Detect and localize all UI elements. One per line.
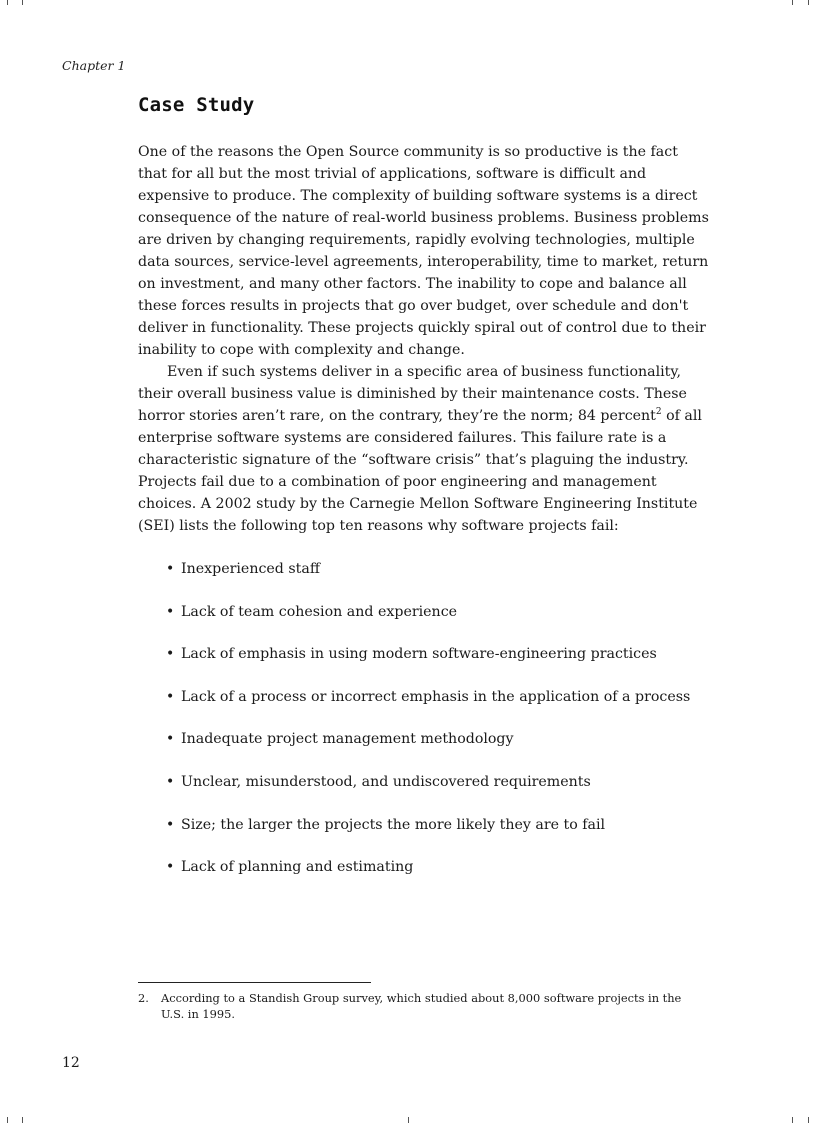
bullet-icon: • — [166, 859, 175, 876]
paragraph-2-end: of all enterprise software systems are considered failures. This failure rate is a characteristic signature of the “software crisis” that’s plaguing the industry. Projects fail due to a combination of poor engineering and management choices. A 2002 study by the Carnegie Mellon Software Engineering Institute (SEI) lists the following top ten reasons why software projects fail: — [138, 408, 702, 534]
crop-mark-bottom-left — [7, 1117, 8, 1123]
crop-mark-bottom-center — [408, 1117, 409, 1123]
list-item-text: Inexperienced staff — [181, 561, 320, 577]
crop-mark-top-left — [7, 0, 8, 5]
list-item-text: Lack of emphasis in using modern software-engineering practices — [181, 646, 657, 663]
list-item-text: Unclear, misunderstood, and undiscovered requirements — [181, 773, 591, 790]
crop-mark-bottom-left-inner — [22, 1117, 23, 1123]
paragraph-2 — [138, 361, 710, 537]
chapter-label: Chapter 1 — [62, 58, 126, 73]
list-item — [166, 558, 690, 601]
footnote-reference: 2 — [655, 407, 662, 417]
bullet-icon: • — [166, 731, 175, 748]
crop-mark-bottom-right — [808, 1117, 809, 1123]
body-text — [138, 141, 710, 537]
crop-mark-top-left-inner — [22, 0, 23, 5]
paragraph-1: One of the reasons the Open Source community is so productive is the fact that for all but the most trivial of applications, software is difficult and expensive to produce. The complexity of building software systems is a direct consequence of the nature of real-world business problems. Business problems are driven by changing requirements, rapidly evolving technologies, multiple data sources, service-level agreements, interoperability, time to market, return on investment, and many other factors. The inability to cope and balance all these forces results in projects that go over budget, over schedule and don't deliver in functionality. These projects quickly spiral out of control due to their inability to cope with complexity and change. — [138, 144, 709, 358]
list-item — [166, 643, 690, 686]
list-item — [166, 728, 690, 771]
list-item — [166, 686, 690, 729]
list-item — [166, 814, 690, 857]
crop-mark-bottom-right-inner — [792, 1117, 793, 1123]
page-number: 12 — [62, 1055, 80, 1071]
list-item — [166, 771, 690, 814]
crop-mark-top-right-inner — [792, 0, 793, 5]
list-item-text: Lack of planning and estimating — [181, 859, 414, 876]
bullet-icon: • — [166, 688, 175, 705]
list-item-text: Size; the larger the projects the more likely they are to fail — [181, 816, 606, 833]
footnote — [138, 990, 698, 1022]
bullet-icon: • — [166, 561, 175, 577]
section-heading: Case Study — [138, 94, 255, 116]
list-item — [166, 601, 690, 644]
list-item-text: Lack of a process or incorrect emphasis in the application of a process — [181, 688, 691, 705]
bullet-icon: • — [166, 603, 175, 620]
failure-reasons-list — [166, 558, 690, 899]
bullet-icon: • — [166, 646, 175, 663]
list-item-text: Lack of team cohesion and experience — [181, 603, 458, 620]
crop-mark-top-right — [808, 0, 809, 5]
paragraph-2-start: Even if such systems deliver in a specific area of business functionality, their overall business value is diminished by their maintenance costs. These horror stories aren’t rare, on the contrary, they’re the norm; 84 percent — [138, 364, 687, 424]
list-item-text: Inadequate project management methodology — [181, 731, 514, 748]
bullet-icon: • — [166, 773, 175, 790]
footnote-number: 2. — [138, 991, 149, 1005]
bullet-icon: • — [166, 816, 175, 833]
footnote-text: According to a Standish Group survey, which studied about 8,000 software projects in the U.S. in 1995. — [161, 991, 682, 1021]
footnote-divider — [138, 982, 371, 983]
list-item — [166, 856, 690, 899]
